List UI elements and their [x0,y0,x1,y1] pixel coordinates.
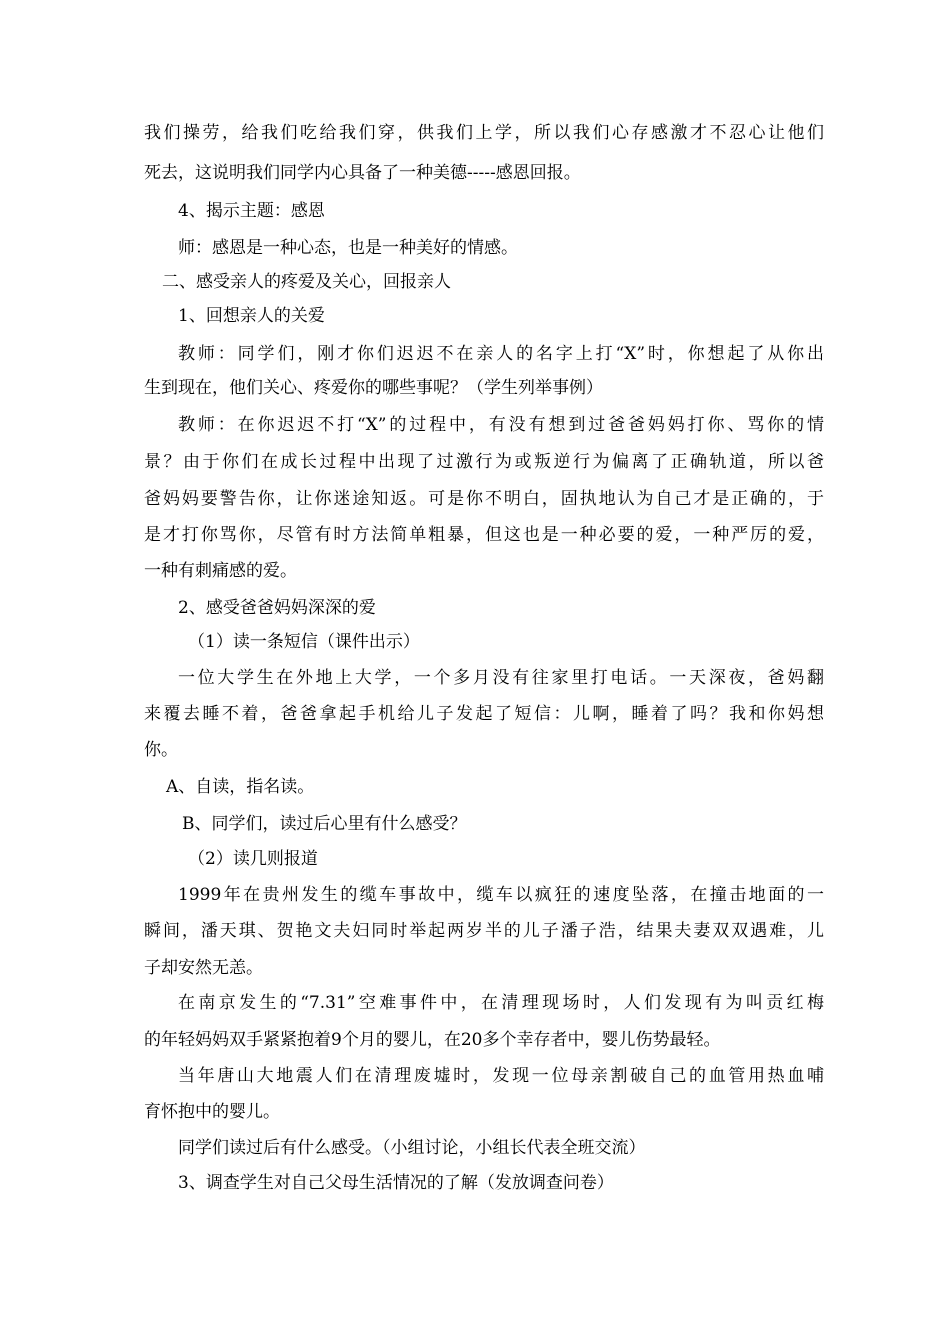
paragraph-line: 的年轻妈妈双手紧紧抱着9个月的婴儿，在20多个幸存者中，婴儿伤势最轻。 [144,1030,721,1050]
paragraph-line: 景？由于你们在成长过程中出现了过激行为或叛逆行为偏离了正确轨道，所以爸 [144,452,824,472]
list-item: B、同学们，读过后心里有什么感受？ [182,814,467,834]
paragraph-line: 育怀抱中的婴儿。 [144,1102,280,1122]
paragraph-line: 一种有刺痛感的爱。 [144,561,297,581]
paragraph-line: 在南京发生的“7.31”空难事件中，在清理现场时，人们发现有为叫贡红梅 [178,993,824,1013]
paragraph-line: 瞬间，潘天琪、贺艳文夫妇同时举起两岁半的儿子潘子浩，结果夫妻双双遇难，儿 [144,921,824,941]
paragraph-line: 教师：同学们，刚才你们迟迟不在亲人的名字上打“X”时，你想起了从你出 [178,344,824,364]
paragraph-line: 教师：在你迟迟不打“X”的过程中，有没有想到过爸爸妈妈打你、骂你的情 [178,415,824,435]
paragraph-line: 爸妈妈要警告你，让你迷途知返。可是你不明白，固执地认为自己才是正确的，于 [144,489,824,509]
paragraph-line: 是才打你骂你，尽管有时方法简单粗暴，但这也是一种必要的爱，一种严厉的爱， [144,525,824,545]
section-heading: 4、揭示主题：感恩 [178,201,325,221]
subsection-heading: （2）读几则报道 [188,849,318,869]
subsection-heading: 3、调查学生对自己父母生活情况的了解（发放调查问卷） [178,1173,614,1193]
subsection-heading: 1、回想亲人的关爱 [178,306,325,326]
subsection-heading: （1）读一条短信（课件出示） [188,632,420,652]
paragraph-line: 1999年在贵州发生的缆车事故中，缆车以疯狂的速度坠落，在撞击地面的一 [178,885,824,905]
paragraph-line: 死去，这说明我们同学内心具备了一种美德-----感恩回报。 [144,163,581,183]
paragraph-line: 当年唐山大地震人们在清理废墟时，发现一位母亲割破自己的血管用热血哺 [178,1066,824,1086]
paragraph-line: 生到现在，他们关心、疼爱你的哪些事呢？（学生列举事例） [144,378,603,398]
section-heading: 二、感受亲人的疼爱及关心，回报亲人 [162,272,451,292]
paragraph-line: 一位大学生在外地上大学，一个多月没有往家里打电话。一天深夜，爸妈翻 [178,668,824,688]
paragraph-line: 师：感恩是一种心态，也是一种美好的情感。 [178,238,518,258]
subsection-heading: 2、感受爸爸妈妈深深的爱 [178,598,376,618]
paragraph-line: 你。 [144,740,178,760]
paragraph-line: 子却安然无恙。 [144,958,263,978]
paragraph-line: 同学们读过后有什么感受。（小组讨论，小组长代表全班交流） [178,1138,646,1158]
paragraph-line: 我们操劳，给我们吃给我们穿，供我们上学，所以我们心存感激才不忍心让他们 [144,123,824,143]
paragraph-line: 来覆去睡不着，爸爸拿起手机给儿子发起了短信：儿啊，睡着了吗？我和你妈想 [144,704,824,724]
list-item: A、自读，指名读。 [166,777,315,797]
